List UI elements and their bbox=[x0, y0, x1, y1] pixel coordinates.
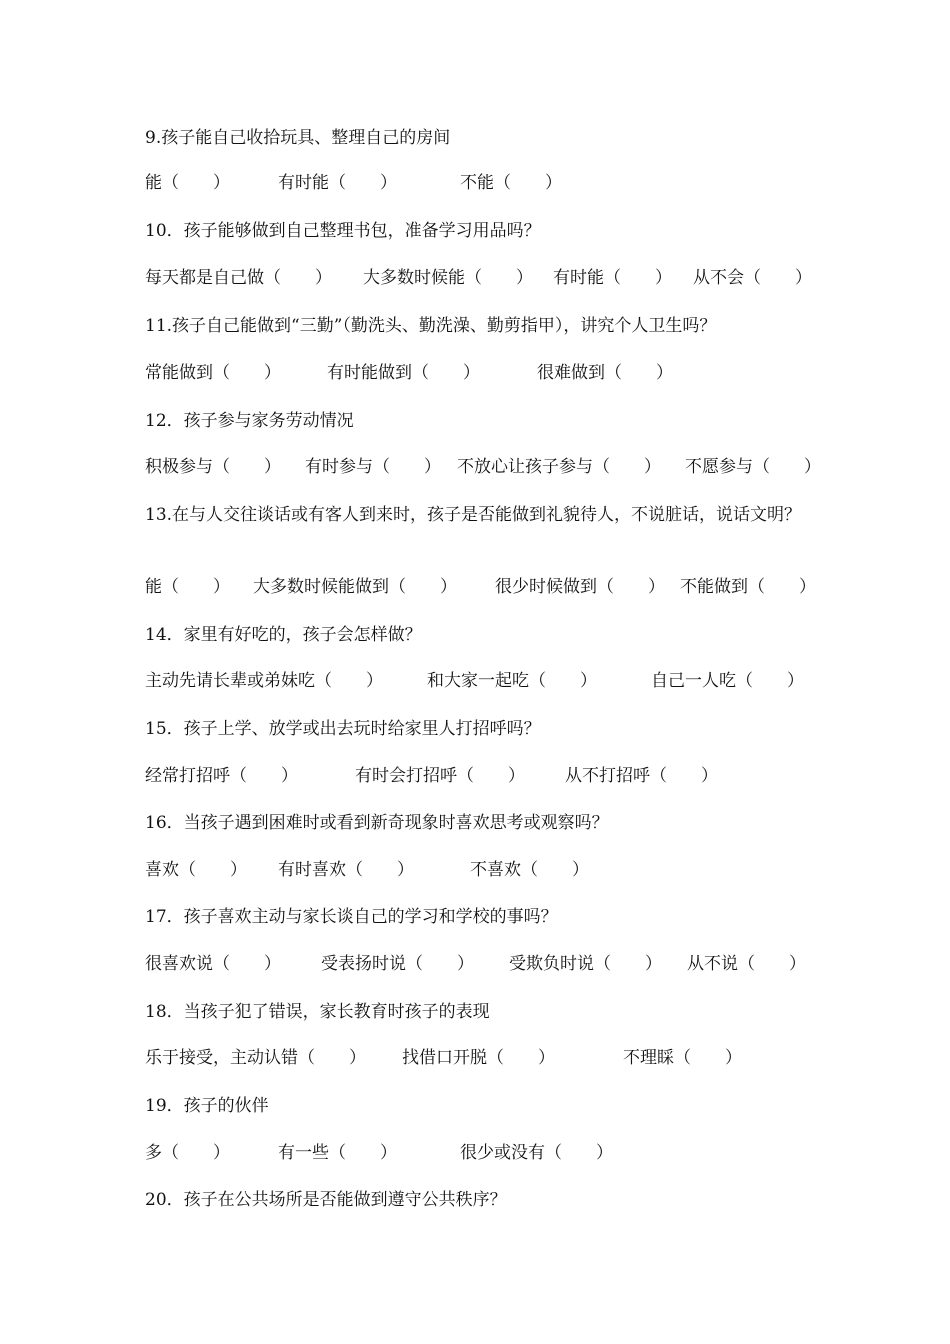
option-10-4[interactable]: 从不会（ ） bbox=[693, 268, 812, 288]
question-9: 9.孩子能自己收拾玩具、整理自己的房间 bbox=[145, 128, 451, 148]
question-14: 14．家里有好吃的，孩子会怎样做？ bbox=[145, 625, 422, 645]
option-11-2[interactable]: 有时能做到（ ） bbox=[327, 363, 480, 383]
option-13-1[interactable]: 能（ ） bbox=[145, 577, 230, 597]
option-17-3[interactable]: 受欺负时说（ ） bbox=[509, 954, 662, 974]
option-12-3[interactable]: 不放心让孩子参与（ ） bbox=[457, 457, 661, 477]
option-18-2[interactable]: 找借口开脱（ ） bbox=[402, 1048, 555, 1068]
question-19: 19．孩子的伙伴 bbox=[145, 1096, 269, 1116]
option-10-1[interactable]: 每天都是自己做（ ） bbox=[145, 268, 332, 288]
option-18-1[interactable]: 乐于接受，主动认错（ ） bbox=[145, 1048, 366, 1068]
option-9-2[interactable]: 有时能（ ） bbox=[278, 173, 397, 193]
answer-row-15 bbox=[145, 763, 825, 789]
answer-row-11 bbox=[145, 360, 825, 386]
option-9-3[interactable]: 不能（ ） bbox=[460, 173, 562, 193]
option-13-2[interactable]: 大多数时候能做到（ ） bbox=[253, 577, 457, 597]
option-16-3[interactable]: 不喜欢（ ） bbox=[470, 860, 589, 880]
option-19-2[interactable]: 有一些（ ） bbox=[278, 1143, 397, 1163]
answer-row-9 bbox=[145, 170, 825, 196]
option-14-1[interactable]: 主动先请长辈或弟妹吃（ ） bbox=[145, 671, 383, 691]
question-10: 10．孩子能够做到自己整理书包，准备学习用品吗？ bbox=[145, 221, 541, 241]
option-10-2[interactable]: 大多数时候能（ ） bbox=[363, 268, 533, 288]
question-12: 12．孩子参与家务劳动情况 bbox=[145, 411, 354, 431]
option-13-3[interactable]: 很少时候做到（ ） bbox=[495, 577, 665, 597]
question-18: 18．当孩子犯了错误，家长教育时孩子的表现 bbox=[145, 1002, 490, 1022]
option-16-1[interactable]: 喜欢（ ） bbox=[145, 860, 247, 880]
option-11-3[interactable]: 很难做到（ ） bbox=[537, 363, 673, 383]
answer-row-14 bbox=[145, 668, 825, 694]
option-12-4[interactable]: 不愿参与（ ） bbox=[685, 457, 821, 477]
question-11: 11.孩子自己能做到“三勤”（勤洗头、勤洗澡、勤剪指甲），讲究个人卫生吗？ bbox=[145, 316, 717, 336]
answer-row-19 bbox=[145, 1140, 825, 1166]
option-15-1[interactable]: 经常打招呼（ ） bbox=[145, 766, 298, 786]
option-17-4[interactable]: 从不说（ ） bbox=[687, 954, 806, 974]
question-15: 15．孩子上学、放学或出去玩时给家里人打招呼吗？ bbox=[145, 719, 541, 739]
question-16: 16．当孩子遇到困难时或看到新奇现象时喜欢思考或观察吗？ bbox=[145, 813, 609, 833]
option-19-3[interactable]: 很少或没有（ ） bbox=[460, 1143, 613, 1163]
option-17-2[interactable]: 受表扬时说（ ） bbox=[321, 954, 474, 974]
option-14-2[interactable]: 和大家一起吃（ ） bbox=[427, 671, 597, 691]
question-20: 20．孩子在公共场所是否能做到遵守公共秩序？ bbox=[145, 1190, 507, 1210]
option-14-3[interactable]: 自己一人吃（ ） bbox=[651, 671, 804, 691]
option-16-2[interactable]: 有时喜欢（ ） bbox=[278, 860, 414, 880]
answer-row-17 bbox=[145, 951, 825, 977]
option-17-1[interactable]: 很喜欢说（ ） bbox=[145, 954, 281, 974]
question-13: 13.在与人交往谈话或有客人到来时，孩子是否能做到礼貌待人，不说脏话，说话文明？ bbox=[145, 505, 802, 525]
answer-row-10 bbox=[145, 265, 825, 291]
answer-row-18 bbox=[145, 1045, 825, 1071]
option-13-4[interactable]: 不能做到（ ） bbox=[680, 577, 816, 597]
option-9-1[interactable]: 能（ ） bbox=[145, 173, 230, 193]
option-11-1[interactable]: 常能做到（ ） bbox=[145, 363, 281, 383]
answer-row-16 bbox=[145, 857, 825, 883]
answer-row-12 bbox=[145, 454, 825, 480]
answer-row-13 bbox=[145, 574, 825, 600]
option-12-2[interactable]: 有时参与（ ） bbox=[305, 457, 441, 477]
option-18-3[interactable]: 不理睬（ ） bbox=[623, 1048, 742, 1068]
option-10-3[interactable]: 有时能（ ） bbox=[553, 268, 672, 288]
option-12-1[interactable]: 积极参与（ ） bbox=[145, 457, 281, 477]
option-15-3[interactable]: 从不打招呼（ ） bbox=[565, 766, 718, 786]
option-19-1[interactable]: 多（ ） bbox=[145, 1143, 230, 1163]
question-17: 17．孩子喜欢主动与家长谈自己的学习和学校的事吗？ bbox=[145, 907, 558, 927]
option-15-2[interactable]: 有时会打招呼（ ） bbox=[355, 766, 525, 786]
